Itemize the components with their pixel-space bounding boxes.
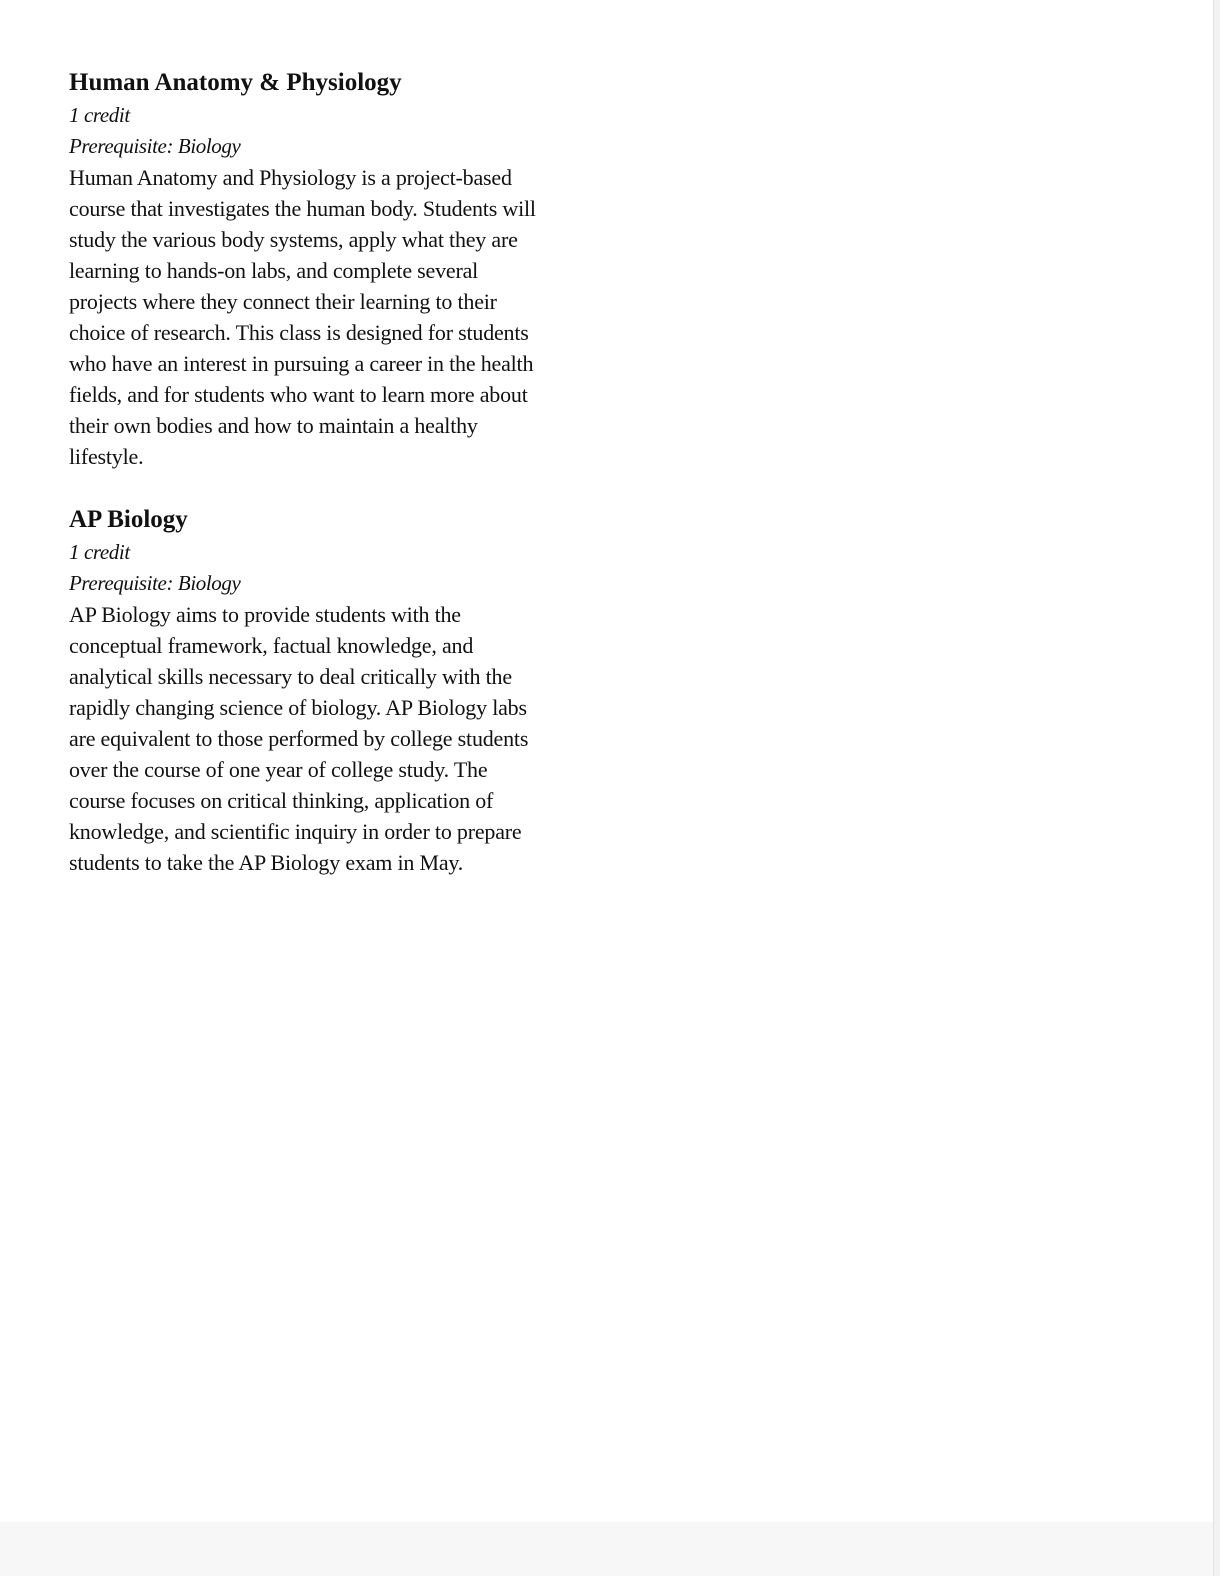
description-line: over the course of one year of college study. The [69,757,488,782]
description-line: conceptual framework, factual knowledge, and [69,633,474,658]
course-title: AP Biology [69,506,188,533]
description-line: study the various body systems, apply what they are [69,227,518,252]
course-description [69,162,579,472]
description-line: analytical skills necessary to deal critically with the [69,664,512,689]
course-prerequisite: Prerequisite: Biology [69,571,241,595]
course-credit: 1 credit [69,103,130,127]
viewer-right-edge [1213,0,1220,1576]
description-line: rapidly changing science of biology. AP Biology labs [69,695,527,720]
course-list [69,66,579,909]
description-line: are equivalent to those performed by college students [69,726,529,751]
course-title: Human Anatomy & Physiology [69,69,402,96]
course-prerequisite: Prerequisite: Biology [69,134,241,158]
description-line: knowledge, and scientific inquiry in order to prepare [69,819,522,844]
course-entry-anatomy [69,66,579,472]
description-line: students to take the AP Biology exam in May. [69,850,464,875]
description-line: their own bodies and how to maintain a healthy [69,413,478,438]
description-line: who have an interest in pursuing a career in the health [69,351,534,376]
description-line: AP Biology aims to provide students with the [69,602,461,627]
description-line: lifestyle. [69,444,144,469]
description-line: choice of research. This class is designed for students [69,320,529,345]
course-description [69,599,579,878]
course-credit: 1 credit [69,540,130,564]
description-line: Human Anatomy and Physiology is a project-based [69,165,512,190]
viewer-bottom-bar [0,1522,1213,1576]
description-line: fields, and for students who want to learn more about [69,382,528,407]
description-line: course focuses on critical thinking, application of [69,788,494,813]
description-line: learning to hands-on labs, and complete several [69,258,479,283]
description-line: course that investigates the human body. Students will [69,196,536,221]
course-entry-ap-biology [69,503,579,878]
description-line: projects where they connect their learning to their [69,289,497,314]
